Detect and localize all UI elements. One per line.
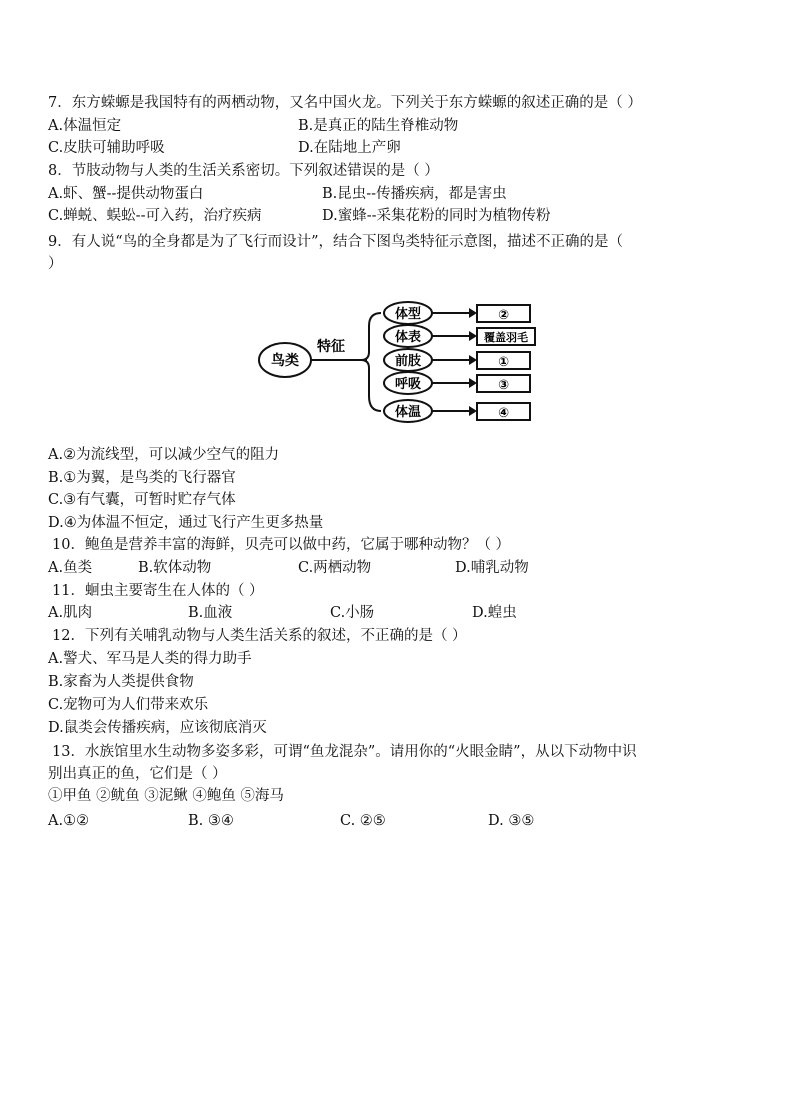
q7-option-a: A.体温恒定 [48,118,122,134]
q10-stem: 10．鲍鱼是营养丰富的海鲜，贝壳可以做中药，它属于哪种动物？（ ） [52,537,511,553]
node-label-5: 体温 [394,405,422,420]
q13-stem-line2: 别出真正的鱼，它们是（ ） [48,766,227,782]
q10-option-a: A.鱼类 [48,560,93,576]
q10-option-b: B.软体动物 [138,560,212,576]
q12-option-d: D.鼠类会传播疾病，应该彻底消灭 [48,720,267,736]
q10-option-d: D.哺乳动物 [455,560,529,576]
q7-option-c: C.皮肤可辅助呼吸 [48,140,165,156]
box-label-4: ③ [497,378,510,393]
arrow-head [469,406,477,416]
q9-option-d: D.④为体温不恒定，通过飞行产生更多热量 [48,515,324,531]
q12-option-a: A.警犬、军马是人类的得力助手 [48,651,252,667]
bird-features-diagram [255,296,545,428]
q11-stem: 11．蛔虫主要寄生在人体的（ ） [52,583,264,599]
box-label-2: 覆盖羽毛 [484,331,528,344]
q8-stem: 8．节肢动物与人类的生活关系密切。下列叙述错误的是（ ） [48,163,439,179]
q11-option-b: B.血液 [188,605,233,621]
arrow-head [469,355,477,365]
q13-option-c: C. ②⑤ [340,813,386,829]
box-label-1: ② [497,308,510,323]
q12-option-b: B.家畜为人类提供食物 [48,674,194,690]
q8-option-d: D.蜜蜂--采集花粉的同时为植物传粉 [322,208,551,224]
q11-option-c: C.小肠 [330,605,375,621]
q9-stem-line2: ） [48,256,63,272]
q8-option-b: B.昆虫--传播疾病，都是害虫 [322,186,507,202]
brace [361,313,381,411]
q12-stem: 12．下列有关哺乳动物与人类生活关系的叙述，不正确的是（ ） [52,628,467,644]
node-label-1: 体型 [394,307,422,322]
q13-option-b: B. ③④ [188,813,234,829]
q13-stem-line1: 13．水族馆里水生动物多姿多彩，可谓“鱼龙混杂”。请用你的“火眼金睛”，从以下动物中识 [52,744,637,760]
q13-option-d: D. ③⑤ [488,813,535,829]
node-label-4: 呼吸 [394,377,422,392]
box-label-3: ① [497,355,510,370]
q11-option-a: A.肌肉 [48,605,93,621]
q12-option-c: C.宠物可为人们带来欢乐 [48,697,209,713]
branch-label: 特征 [317,339,345,355]
q7-option-b: B.是真正的陆生脊椎动物 [298,118,459,134]
q9-stem-line1: 9．有人说“鸟的全身都是为了飞行而设计”，结合下图鸟类特征示意图，描述不正确的是（ [48,234,624,250]
q9-option-c: C.③有气囊，可暂时贮存气体 [48,492,236,508]
q13-option-a: A.①② [48,813,90,829]
box-label-5: ④ [497,406,510,421]
root-label: 鸟类 [271,353,299,369]
arrow-head [469,378,477,388]
node-label-2: 体表 [394,330,422,345]
arrow-head [469,308,477,318]
arrow-head [469,331,477,341]
q13-items: ①甲鱼 ②鱿鱼 ③泥鳅 ④鲍鱼 ⑤海马 [48,788,284,804]
q7-option-d: D.在陆地上产卵 [298,140,401,156]
q10-option-c: C.两栖动物 [298,560,372,576]
q9-option-a: A.②为流线型，可以减少空气的阻力 [48,447,280,463]
node-label-3: 前肢 [394,354,422,369]
q7-stem: 7．东方蝾螈是我国特有的两栖动物，又名中国火龙。下列关于东方蝾螈的叙述正确的是（ ） [48,95,642,111]
q8-option-c: C.蝉蜕、蜈蚣--可入药，治疗疾病 [48,208,262,224]
q11-option-d: D.蝗虫 [472,605,517,621]
q9-option-b: B.①为翼，是鸟类的飞行器官 [48,470,236,486]
q8-option-a: A.虾、蟹--提供动物蛋白 [48,186,204,202]
